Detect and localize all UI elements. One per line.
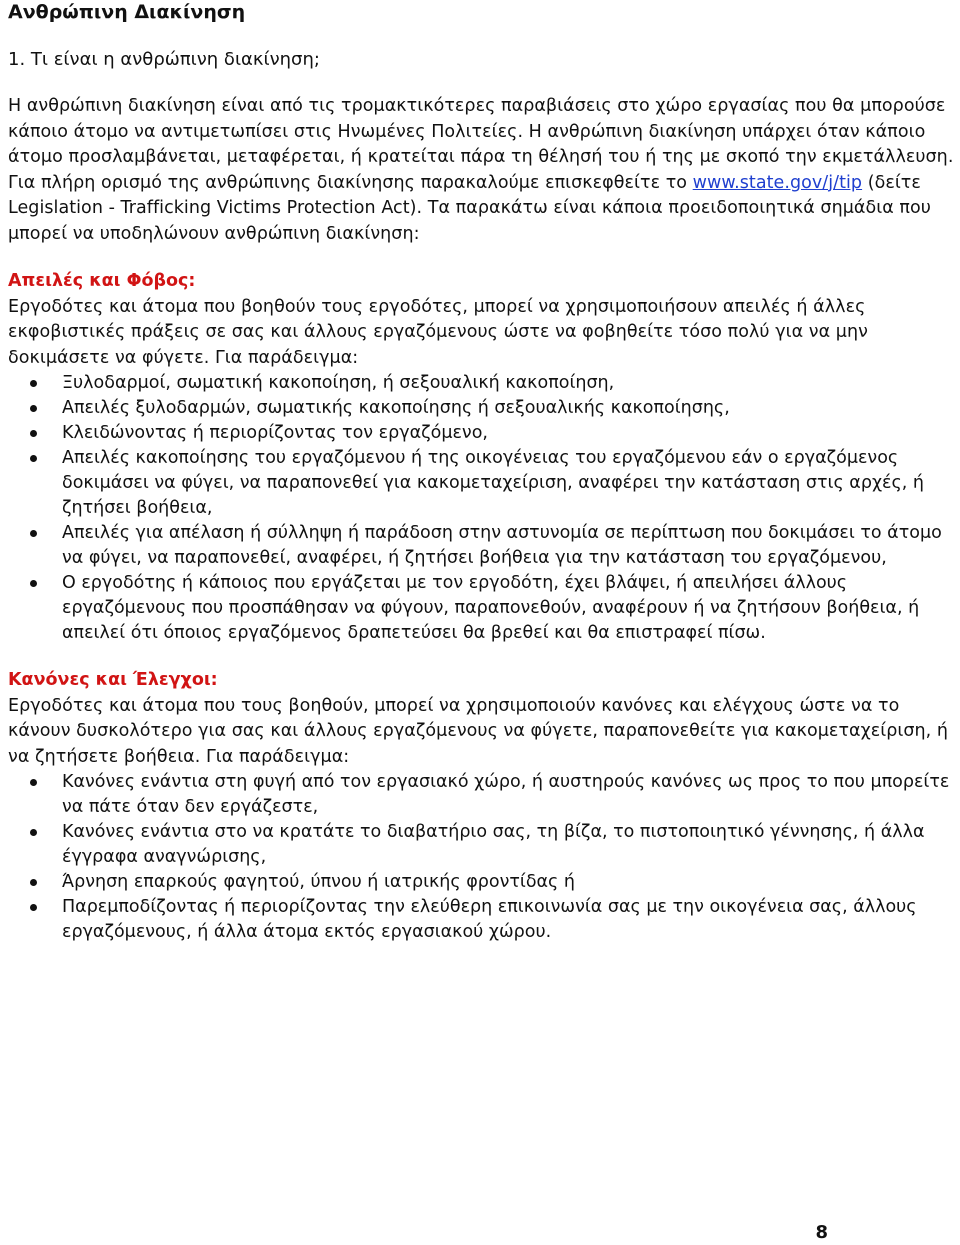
bullet-list-rules	[8, 770, 958, 945]
list-item	[62, 820, 958, 870]
list-item	[62, 895, 958, 945]
bullet-icon	[30, 879, 37, 886]
document-title: Ανθρώπινη Διακίνηση	[8, 1, 246, 23]
intro-text-before-link: Η ανθρώπινη διακίνηση είναι από τις τρομακτικότερες παραβιάσεις στο χώρο εργασίας που θα μπορούσε κάποιο άτομο να αντιμετωπίσει στις Ηνωμένες Πολιτείες. Η ανθρώπινη διακίνηση υπάρχει όταν κάποιο άτομο προσλαμβάνεται, μεταφέρεται, ή κρατείται πάρα τη θέλησή του ή της με σκοπό την εκμετάλλευση. Για πλήρη ορισμό της ανθρώπινης διακίνησης παρακαλούμε επισκεφθείτε το	[8, 96, 954, 193]
section-heading-threats: Απειλές και Φόβος:	[8, 271, 196, 291]
list-item	[62, 446, 958, 521]
section-heading-rules: Κανόνες και Έλεγχοι:	[8, 670, 218, 690]
bullet-icon	[30, 580, 37, 587]
list-item-text: Απειλές για απέλαση ή σύλληψη ή παράδοση στην αστυνομία σε περίπτωση που δοκιμάσει το άτομο να φύγει, να παραπονεθεί, αναφέρει, ή ζητήσει βοήθεια για την κατάσταση του εργαζόμενου,	[62, 523, 942, 568]
list-item	[62, 396, 958, 421]
bullet-icon	[30, 405, 37, 412]
list-item	[62, 521, 958, 571]
list-item-text: Παρεμποδίζοντας ή περιορίζοντας την ελεύθερη επικοινωνία σας με την οικογένεια σας, άλλους εργαζόμενους, ή άλλα άτομα εκτός εργασιακού χώρου.	[62, 897, 917, 942]
section-text-rules: Εργοδότες και άτομα που τους βοηθούν, μπορεί να χρησιμοποιούν κανόνες και ελέγχους ώστε να το κάνουν δυσκολότερο για σας και άλλους εργαζόμενους να φύγετε, παραπονεθείτε για κακομεταχείριση, ή να ζητήσετε βοήθεια. Για παράδειγμα:	[8, 695, 949, 767]
list-item-text: Ξυλοδαρμοί, σωματική κακοποίηση, ή σεξουαλική κακοποίηση,	[62, 373, 615, 393]
bullet-icon	[30, 530, 37, 537]
list-item	[62, 870, 958, 895]
bullet-icon	[30, 829, 37, 836]
list-item	[62, 571, 958, 646]
bullet-icon	[30, 430, 37, 437]
question-heading: 1. Τι είναι η ανθρώπινη διακίνηση;	[8, 49, 320, 70]
list-item	[62, 421, 958, 446]
bullet-icon	[30, 380, 37, 387]
bullet-icon	[30, 904, 37, 911]
bullet-icon	[30, 779, 37, 786]
list-item	[62, 770, 958, 820]
document-page	[8, 0, 958, 945]
intro-paragraph	[8, 94, 958, 247]
intro-text-after-link: (δείτε Legislation - Trafficking Victims Protection Act). Τα παρακάτω είναι κάποια προειδοποιητικά σημάδια που μπορεί να υποδηλώνουν ανθρώπινη διακίνηση:	[8, 172, 931, 244]
page-number: 8	[815, 1222, 828, 1243]
list-item-text: Ο εργοδότης ή κάποιος που εργάζεται με τον εργοδότη, έχει βλάψει, ή απειλήσει άλλους εργαζόμενους που προσπάθησαν να φύγουν, παραπονεθούν, αναφέρουν ή να ζητήσουν βοήθεια, ή απειλεί ότι όποιος εργαζόμενος δραπετεύσει θα βρεθεί και θα επιστραφεί πίσω.	[62, 573, 920, 643]
list-item-text: Κανόνες ενάντια στο να κρατάτε το διαβατήριο σας, τη βίζα, το πιστοποιητικό γέννησης, ή άλλα έγγραφα αναγνώρισης,	[62, 822, 925, 867]
list-item-text: Απειλές κακοποίησης του εργαζόμενου ή της οικογένειας του εργαζόμενου εάν ο εργαζόμενος δοκιμάσει να φύγει, να παραπονεθεί για κακομεταχείριση, αναφέρει την κατάσταση στις αρχές, ή ζητήσει βοήθεια,	[62, 448, 924, 518]
bullet-list-threats	[8, 371, 958, 646]
section-text-threats: Εργοδότες και άτομα που βοηθούν τους εργοδότες, μπορεί να χρησιμοποιήσουν απειλές ή άλλες εκφοβιστικές πράξεις σε σας και άλλους εργαζόμενους ώστε να φοβηθείτε τόσο πολύ για να μην δοκιμάσετε να φύγετε. Για παράδειγμα:	[8, 296, 868, 368]
list-item-text: Απειλές ξυλοδαρμών, σωματικής κακοποίησης ή σεξουαλικής κακοποίησης,	[62, 398, 730, 418]
list-item	[62, 371, 958, 396]
list-item-text: Κλειδώνοντας ή περιορίζοντας τον εργαζόμενο,	[62, 423, 488, 443]
list-item-text: Κανόνες ενάντια στη φυγή από τον εργασιακό χώρο, ή αυστηρούς κανόνες ως προς το που μπορείτε να πάτε όταν δεν εργάζεστε,	[62, 772, 950, 817]
bullet-icon	[30, 455, 37, 462]
list-item-text: Άρνηση επαρκούς φαγητού, ύπνου ή ιατρικής φροντίδας ή	[62, 872, 575, 892]
state-gov-link[interactable]: www.state.gov/j/tip	[692, 172, 863, 193]
